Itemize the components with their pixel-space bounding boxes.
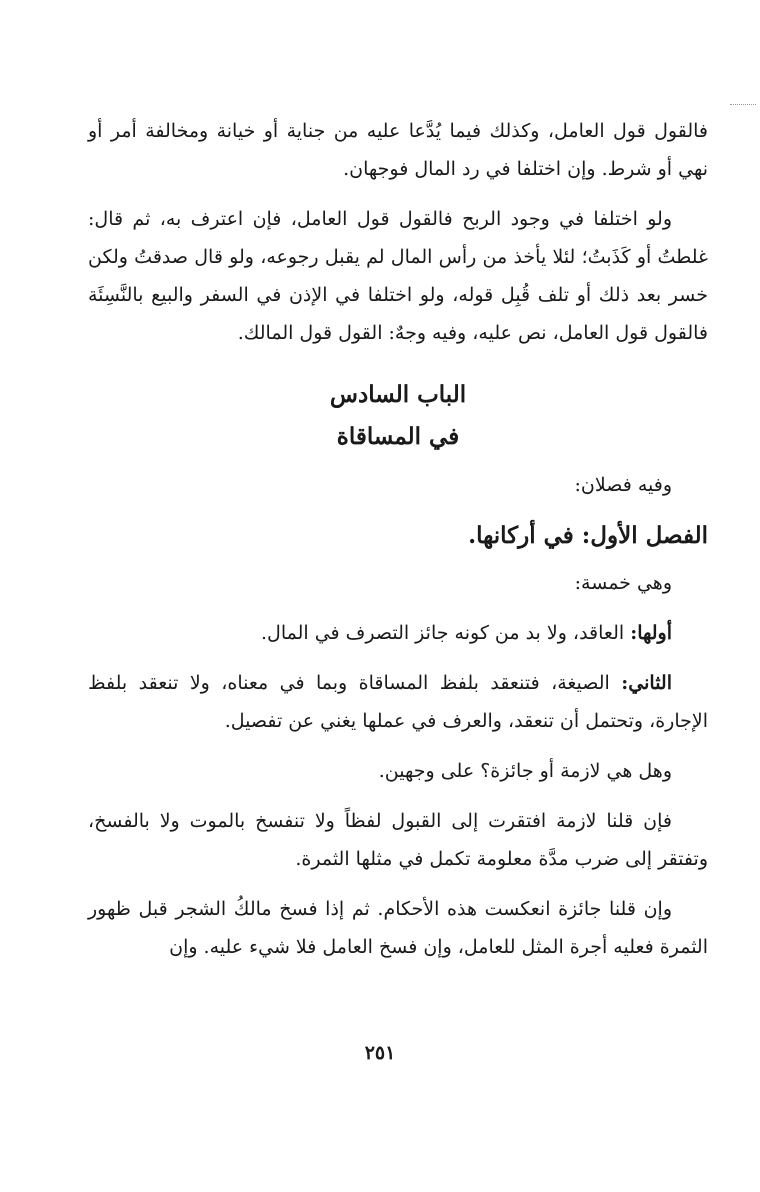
section-heading-pillars: الفصل الأول: في أركانها.: [468, 522, 708, 549]
paragraph-second-pillar: [88, 664, 708, 740]
chapter-subject-title: في المساقاة: [336, 423, 460, 450]
paragraph-if-permissible: وإن قلنا جائزة انعكست هذه الأحكام. ثم إذا فسخ مالكُ الشجر قبل ظهور الثمرة فعليه أجرة المثل للعامل، وإن فسخ العامل فلا شيء عليه. وإن: [88, 898, 708, 958]
second-pillar-text: الصيغة، فتنعقد بلفظ المساقاة وبما في معناه، ولا تنعقد بلفظ الإجارة، وتحتمل أن تنعقد، والعرف في عملها يغني عن تفصيل.: [88, 672, 708, 732]
corner-scan-mark: [730, 104, 756, 107]
paragraph-claim-worker: فالقول قول العامل، وكذلك فيما يُدَّعا عليه من جناية أو خيانة ومخالفة أمر أو نهي أو شرط. وإن اختلفا في رد المال فوجهان.: [88, 120, 708, 180]
paragraph-if-binding: فإن قلنا لازمة افتقرت إلى القبول لفظاً ولا تنفسخ بالموت ولا بالفسخ، وتفتقر إلى ضرب مدَّة معلومة تكمل في مثلها الثمرة.: [88, 810, 708, 870]
page-number: ٢٥١: [364, 1042, 396, 1064]
first-pillar-lead: أولها:: [630, 622, 672, 644]
paragraph-first-pillar: [88, 614, 708, 652]
second-pillar-lead: الثاني:: [621, 672, 672, 694]
paragraph-five: وهي خمسة:: [574, 572, 672, 594]
paragraph-binding-question: وهل هي لازمة أو جائزة؟ على وجهين.: [378, 760, 672, 782]
page-body: [88, 112, 708, 978]
first-pillar-text: العاقد، ولا بد من كونه جائز التصرف في المال.: [261, 622, 631, 644]
paragraph-profit-dispute: ولو اختلفا في وجود الربح فالقول قول العامل، فإن اعترف به، ثم قال: غلطتُ أو كَذَبتُ؛ لئلا يأخذ من رأس المال لم يقبل رجوعه، ولو قال صدقتُ ولكن خسر بعد ذلك أو تلف قُبِل قوله، ولو اختلفا في الإذن في السفر والبيع بالنَّسِئَة فالقول قول العامل، نص عليه، وفيه وجهٌ: القول قول المالك.: [88, 208, 708, 344]
chapter-number-title: الباب السادس: [329, 381, 467, 408]
paragraph-two-sections: وفيه فصلان:: [574, 474, 672, 496]
